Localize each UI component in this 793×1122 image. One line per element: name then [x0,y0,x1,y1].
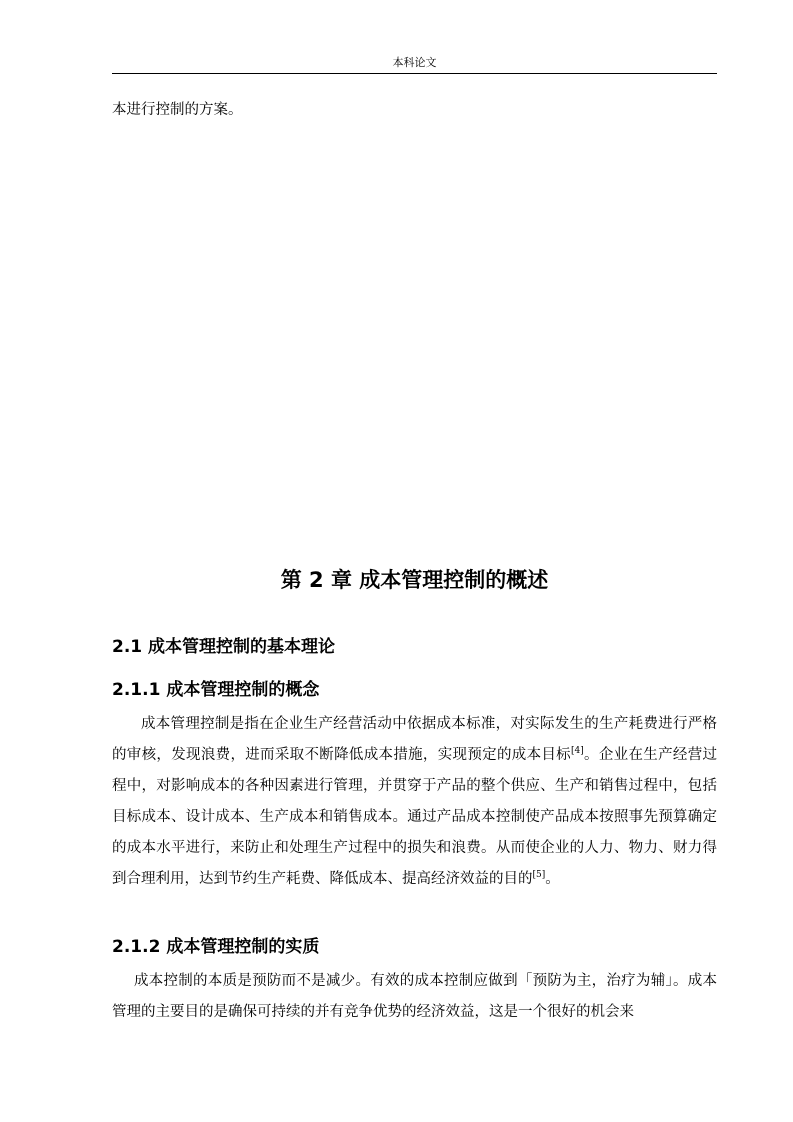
body-paragraph-concept [112,709,717,895]
body-paragraph-essence: 成本控制的本质是预防而不是减少。有效的成本控制应做到「预防为主，治疗为辅」。成本管理的主要目的是确保可持续的并有竞争优势的经济效益，这是一个很好的机会来 [112,973,717,1020]
citation-ref: [4] [571,746,584,757]
citation-ref: [5] [532,870,546,881]
section-heading-2-1-2: 2.1.2 成本管理控制的实质 [112,937,320,957]
section-heading-2-1: 2.1 成本管理控制的基本理论 [112,637,336,657]
header-rule [112,73,717,74]
chapter-title: 第 2 章 成本管理控制的概述 [280,568,549,592]
section-heading-2-1-1: 2.1.1 成本管理控制的概念 [112,680,320,700]
paragraph-text: 成本管理控制是指在企业生产经营活动中依据成本标准，对实际发生的生产耗费进行严格的审核，发现浪费，进而采取不断降低成本措施，实现预定的成本目标 [112,716,717,763]
paragraph-text: 。企业在生产经营过程中，对影响成本的各种因素进行管理，并贯穿于产品的整个供应、生产和销售过程中，包括目标成本、设计成本、生产成本和销售成本。通过产品成本控制使产品成本按照事先预算确定的成本水平进行，来防止和处理生产过程中的损失和浪费。从而使企业的人力、物力、财力得到合理利用，达到节约生产耗费、降低成本、提高经济效益的目的 [112,747,718,887]
continuation-paragraph: 本进行控制的方案。 [112,102,243,118]
paragraph-text: 。 [545,871,560,887]
page-header: 本科论文 [392,56,437,69]
